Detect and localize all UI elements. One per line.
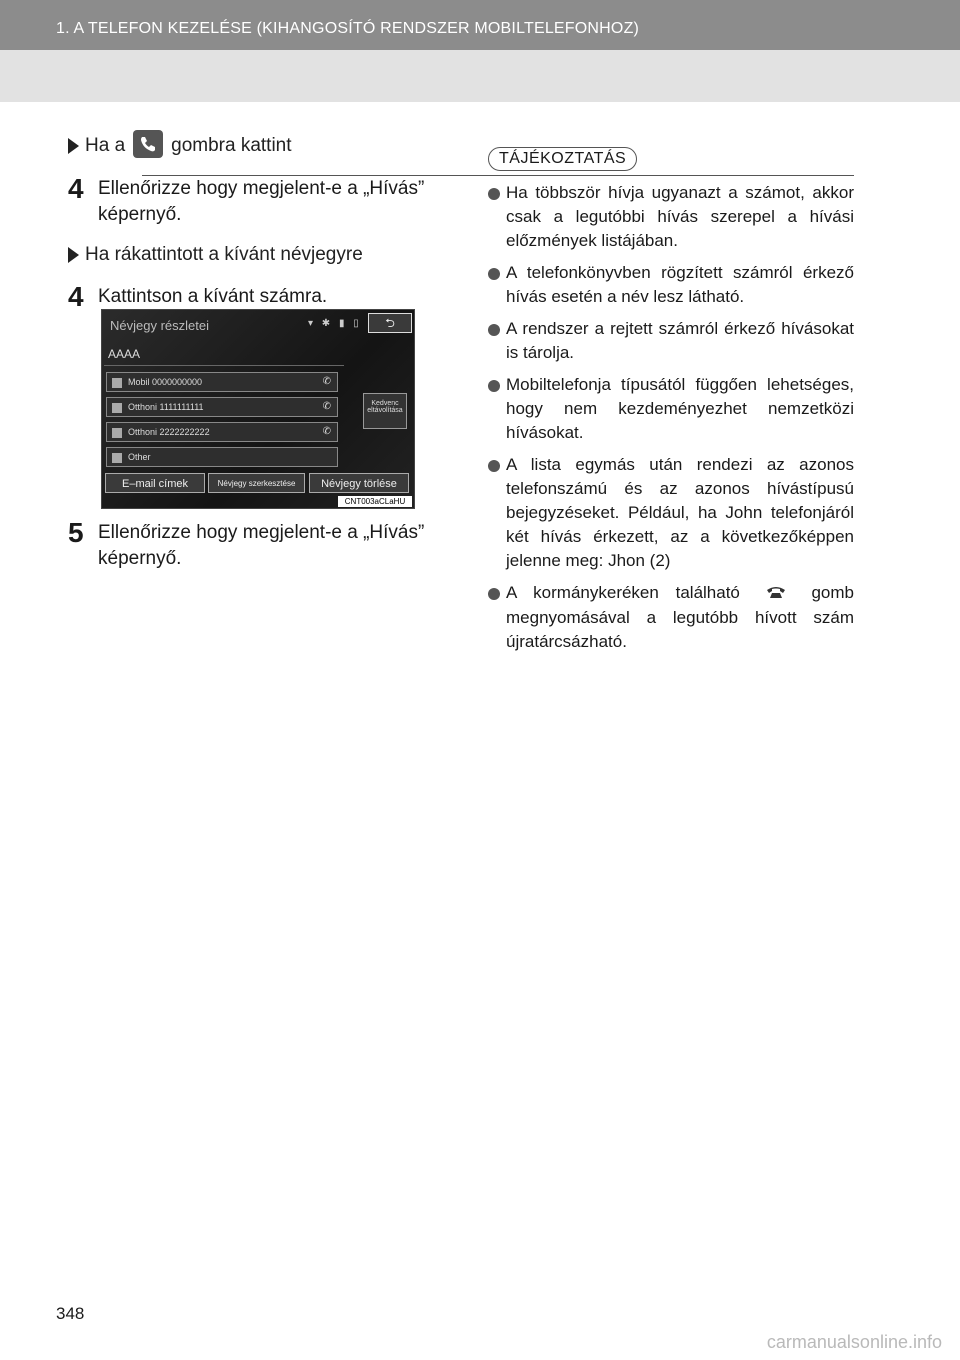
info-heading: TÁJÉKOZTATÁS <box>488 147 637 171</box>
contact-name: AAAA <box>104 347 344 366</box>
step-check-call-screen <box>68 174 448 228</box>
contact-details-screen <box>101 309 415 509</box>
bullet-dot-icon <box>488 380 500 392</box>
home-icon <box>112 403 122 413</box>
number-row-home-1[interactable]: Otthoni 1111111111 ✆ <box>106 397 338 417</box>
edit-contact-button[interactable]: Névjegy szerkesztése <box>208 473 305 493</box>
left-column <box>68 132 448 326</box>
home-icon <box>112 428 122 438</box>
step-number: 4 <box>68 281 84 312</box>
back-button[interactable]: ⮌ <box>368 313 412 333</box>
bullet-dot-icon <box>488 324 500 336</box>
email-button[interactable]: E–mail címek <box>105 473 205 493</box>
step-text: Ellenőrizze hogy megjelent-e a „Hívás” képernyő. <box>98 522 425 569</box>
delete-contact-button[interactable]: Névjegy törlése <box>309 473 409 493</box>
mobile-icon <box>112 378 122 388</box>
header-title: 1. A TELEFON KEZELÉSE (KIHANGOSÍTÓ RENDSZER MOBILTELEFONHOZ) <box>56 20 640 37</box>
info-bullet: A rendszer a rejtett számról érkező hívásokat is tárolja. <box>488 317 854 365</box>
number-row-other[interactable]: Other <box>106 447 338 467</box>
left-column-lower <box>68 518 448 586</box>
status-icons: ▾ ✱ ▮ ▯ <box>308 318 362 329</box>
info-box <box>488 147 854 662</box>
step-text: Ellenőrizze hogy megjelent-e a „Hívás” képernyő. <box>98 178 425 225</box>
step-select-number <box>68 282 448 312</box>
watermark: carmanualsonline.info <box>766 1332 942 1352</box>
page-number: 348 <box>56 1304 85 1323</box>
info-bullet: A telefonkönyvben rögzített számról érkező hívás esetén a név lesz látható. <box>488 261 854 309</box>
question-icon <box>112 453 122 463</box>
screen-title: Névjegy részletei <box>110 318 209 333</box>
step-number: 4 <box>68 173 84 204</box>
info-bullet: A lista egymás után rendezi az azonos telefonszámú és az azonos hívástípusú bejegyzéseket. Például, ha John telefonjáról két hívás érkezett, az a következőképpen jelenne meg: Jhon (2) <box>488 453 854 573</box>
info-bullet: Mobiltelefonja típusától függően lehetséges, hogy nem kezdeményezhet nemzetközi hívásokat. <box>488 373 854 445</box>
favorite-remove-button[interactable]: Kedvenc eltávolítása <box>363 393 407 429</box>
image-code: CNT003aCLaHU <box>338 496 412 507</box>
phone-icon: ✆ <box>322 376 331 387</box>
header-band <box>0 0 960 50</box>
step-check-call-screen-2 <box>68 518 448 572</box>
condition-contact: Ha rákattintott a kívánt névjegyre <box>68 242 448 268</box>
bullet-dot-icon <box>488 268 500 280</box>
phone-icon: ✆ <box>322 426 331 437</box>
info-bullet: A kormánykeréken található gomb megnyomásával a legutóbb hívott szám újratárcsázható. <box>488 581 854 654</box>
info-bullet: Ha többször hívja ugyanazt a számot, akkor csak a legutóbbi hívás szerepel a hívási előzmények listájában. <box>488 181 854 253</box>
step-number: 5 <box>68 517 84 548</box>
number-row-home-2[interactable]: Otthoni 2222222222 ✆ <box>106 422 338 442</box>
steering-phone-icon <box>765 582 787 606</box>
page-header <box>0 0 960 102</box>
triangle-bullet-icon <box>68 138 79 154</box>
number-row-mobile[interactable]: Mobil 0000000000 ✆ <box>106 372 338 392</box>
phone-icon <box>133 130 163 158</box>
bullet-dot-icon <box>488 588 500 600</box>
triangle-bullet-icon <box>68 247 79 263</box>
bullet-dot-icon <box>488 460 500 472</box>
condition-phone-button: Ha a gombra kattint <box>68 132 448 160</box>
phone-icon: ✆ <box>322 401 331 412</box>
step-text: Kattintson a kívánt számra. <box>98 286 328 307</box>
bullet-dot-icon <box>488 188 500 200</box>
